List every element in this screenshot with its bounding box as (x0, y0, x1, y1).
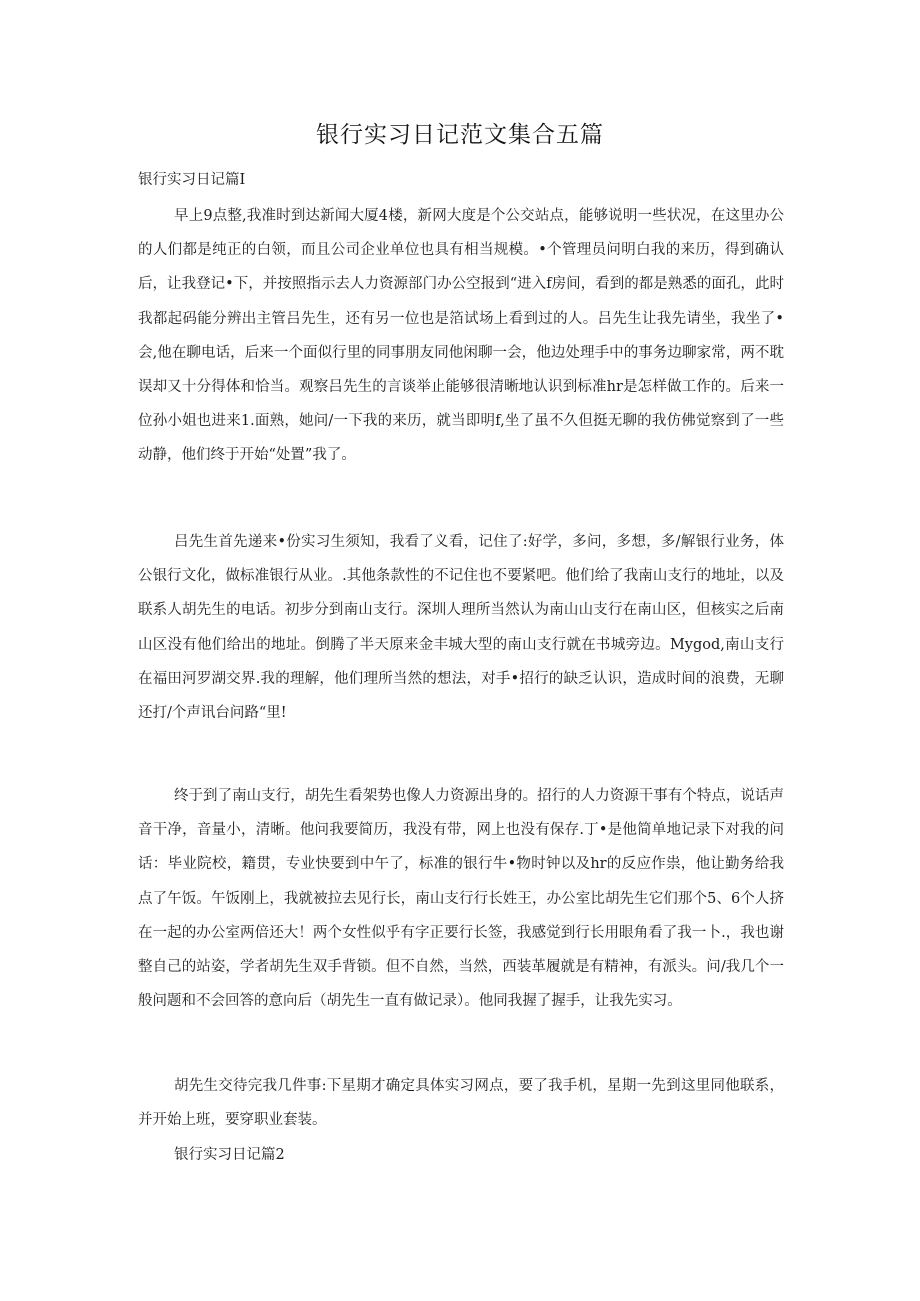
section-heading-1: 银行实习日记篇I (138, 172, 246, 188)
section-heading-2: 银行实习日记篇2 (174, 1147, 285, 1163)
document-title: 银行实习日记范文集合五篇 (316, 122, 604, 148)
paragraph-2: 吕先生首先递来•份实习生须知，我看了义看，记住了:好学，多问，多想，多/解银行业务，体公银行文化，做标准银行从业。.其他条款性的不记住也不要紧吧。他们给了我南山支行的地址，以及联系人胡先生的电话。初步分到南山支行。深圳人理所当然认为南山山支行在南山区，但核实之后南山区没有他们给出的地址。倒腾了半天原来金丰城大型的南山支行就在书城旁边。Mygod,南山支行在福田河罗湖交界.我的理解，他们理所当然的想法，对手•招行的缺乏认识，造成时间的浪费，无聊还打/个声讯台问路“里! (138, 534, 784, 722)
paragraph-1: 早上9点整,我准时到达新闻大厦4楼，新网大度是个公交站点，能够说明一些状况，在这里办公的人们都是纯正的白领，而且公司企业单位也具有相当规模。•个管理员问明白我的来历，得到确认后，让我登记•下，并按照指示去人力资源部门办公空报到“进入f房间，看到的都是熟悉的面孔，此时我都起码能分辨出主管吕先生，还有另一位也是箔试场上看到过的人。吕先生让我先请坐，我坐了•会,他在聊电话，后来一个面似行里的同事朋友同他闲聊一会，他边处理手中的事务边聊家常，两不耽误却又十分得体和恰当。观察吕先生的言谈举止能够很清晰地认识到标准hr是怎样做工作的。后来一位孙小姐也进来1.面熟，她问/一下我的来历，就当即明f,坐了虽不久但挺无聊的我仿佛觉察到了一些动静，他们终于开始“处置”我了。 (138, 208, 784, 464)
paragraph-4: 胡先生交待完我几件事:下星期才确定具体实习网点，要了我手机，星期一先到这里同他联系，并开始上班，要穿职业套装。 (138, 1078, 784, 1129)
paragraph-3: 终于到了南山支行，胡先生看架势也像人力资源出身的。招行的人力资源干事有个特点，说话声音干净，音量小，清晰。他问我要简历，我没有带，网上也没有保存.丁•是他简单地记录下对我的问话：毕业院校，籍贯，专业快要到中午了，标准的银行牛•物时钟以及hr的反应作祟，他让勤务给我点了午饭。午饭刚上，我就被拉去见行长，南山支行行长姓王，办公室比胡先生它们那个5、6个人挤在一起的办公室两倍还大！两个女性似乎有字正要行长签，我感觉到行长用眼角看了我一卜.，我也谢整自己的站姿，学者胡先生双手背锁。但不自然，当然，西装革履就是有精神，有派头。问/我几个一般问题和不会回答的意向后（胡先生一直有做记录）。他同我握了握手，让我先实习。 (138, 788, 784, 1010)
